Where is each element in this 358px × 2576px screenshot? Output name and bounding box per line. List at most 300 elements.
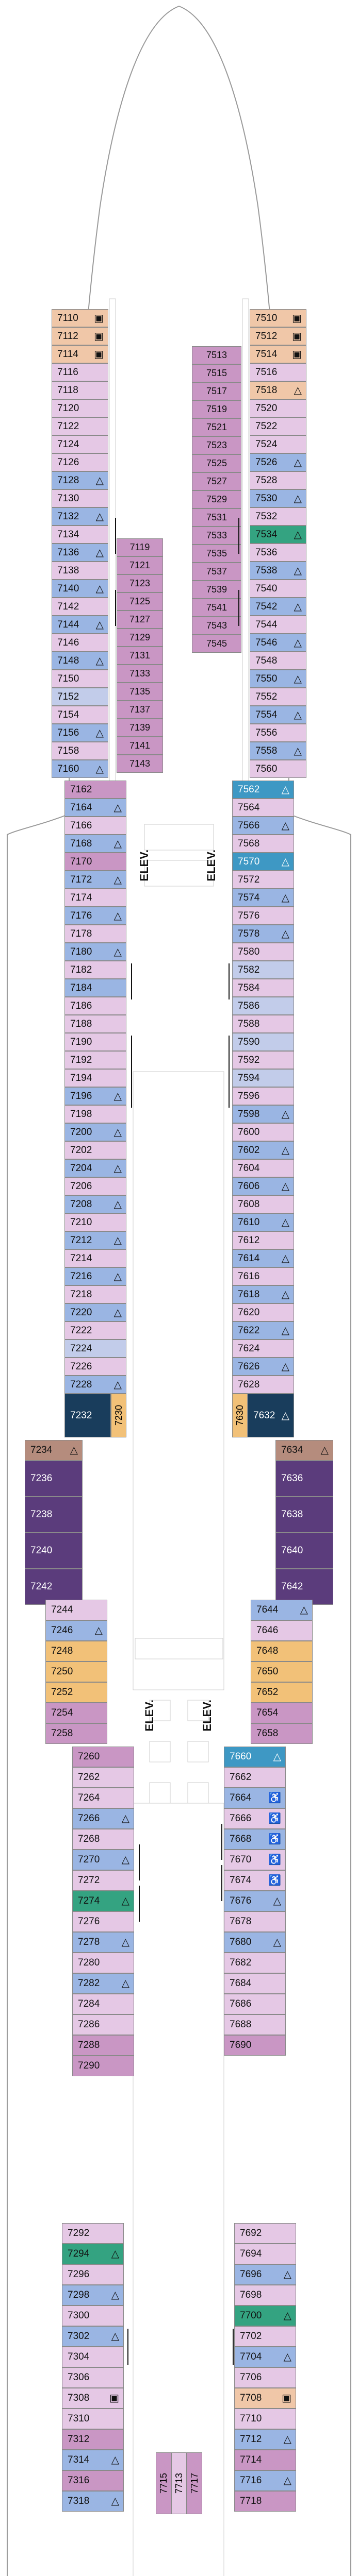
cabin-7180[interactable]	[64, 943, 126, 961]
cabin-7680[interactable]	[224, 1932, 286, 1953]
cabin-7666[interactable]	[224, 1808, 286, 1829]
cabin-7308[interactable]	[62, 2388, 124, 2409]
cabin-7540[interactable]	[250, 580, 306, 598]
cabin-7529[interactable]	[192, 490, 241, 509]
cabin-7150[interactable]	[52, 670, 108, 688]
third-berth-icon: △	[113, 1090, 122, 1102]
cabin-7664[interactable]	[224, 1788, 286, 1808]
cabin-7590[interactable]	[232, 1033, 294, 1051]
cabin-7698[interactable]	[234, 2285, 296, 2306]
cabin-7188[interactable]	[64, 1015, 126, 1033]
cabin-7190[interactable]	[64, 1033, 126, 1051]
cabin-number: 7266	[78, 1813, 100, 1824]
cabin-7558[interactable]	[250, 742, 306, 760]
cabin-7532[interactable]	[250, 507, 306, 526]
cabin-7692[interactable]	[234, 2223, 296, 2244]
cabin-7521[interactable]	[192, 418, 241, 436]
connecting-icon	[114, 590, 117, 626]
connecting-icon	[126, 2329, 129, 2365]
accessible-icon: ♿	[268, 1834, 281, 1845]
cabin-7294[interactable]	[62, 2244, 124, 2264]
accessible-icon: ♿	[268, 1792, 281, 1804]
cabin-7522[interactable]	[250, 417, 306, 435]
cabin-7717[interactable]	[187, 2452, 202, 2514]
cabin-7713[interactable]	[171, 2452, 187, 2514]
cabin-7306[interactable]	[62, 2367, 124, 2388]
third-berth-icon: △	[300, 1604, 308, 1616]
cabin-7135[interactable]	[117, 683, 163, 701]
cabin-7554[interactable]	[250, 706, 306, 724]
cabin-number: 7522	[255, 420, 278, 432]
cabin-7198[interactable]	[64, 1105, 126, 1123]
cabin-7534[interactable]	[250, 526, 306, 544]
elevator-label: ELEV.	[138, 850, 151, 882]
cabin-7708[interactable]	[234, 2388, 296, 2409]
cabin-7548[interactable]	[250, 652, 306, 670]
cabin-number: 7254	[51, 1707, 73, 1718]
cabin-number: 7676	[230, 1895, 252, 1906]
cabin-7564[interactable]	[232, 799, 294, 817]
cabin-7676[interactable]	[224, 1891, 286, 1911]
cabin-number: 7515	[206, 368, 227, 378]
cabin-7674[interactable]	[224, 1870, 286, 1891]
cabin-7170[interactable]	[64, 853, 126, 871]
cabin-7515[interactable]	[192, 364, 241, 382]
cabin-7139[interactable]	[117, 719, 163, 737]
cabin-7148[interactable]	[52, 652, 108, 670]
cabin-7202[interactable]	[64, 1141, 126, 1159]
cabin-7584[interactable]	[232, 979, 294, 997]
cabin-7517[interactable]	[192, 382, 241, 400]
cabin-7232[interactable]	[64, 1394, 111, 1437]
cabin-7542[interactable]	[250, 598, 306, 616]
cabin-number: 7196	[70, 1090, 92, 1101]
cabin-7276[interactable]	[72, 1911, 134, 1932]
cabin-7143[interactable]	[117, 755, 163, 773]
cabin-7122[interactable]	[52, 417, 108, 435]
cabin-7292[interactable]	[62, 2223, 124, 2244]
cabin-7174[interactable]	[64, 889, 126, 907]
accessible-icon: ♿	[268, 1854, 281, 1866]
cabin-7184[interactable]	[64, 979, 126, 997]
cabin-number: 7668	[230, 1834, 252, 1844]
cabin-7668[interactable]	[224, 1829, 286, 1850]
cabin-7272[interactable]	[72, 1870, 134, 1891]
cabin-7312[interactable]	[62, 2429, 124, 2450]
cabin-7588[interactable]	[232, 1015, 294, 1033]
cabin-7562[interactable]	[232, 781, 294, 799]
cabin-number: 7310	[68, 2413, 90, 2424]
cabin-7618[interactable]	[232, 1285, 294, 1303]
cabin-7612[interactable]	[232, 1231, 294, 1249]
cabin-7160[interactable]	[52, 760, 108, 778]
cabin-7286[interactable]	[72, 2014, 134, 2035]
cabin-7512[interactable]	[250, 327, 306, 345]
cabin-7266[interactable]	[72, 1808, 134, 1829]
cabin-7694[interactable]	[234, 2244, 296, 2264]
cabin-7268[interactable]	[72, 1829, 134, 1850]
cabin-7670[interactable]	[224, 1850, 286, 1870]
cabin-7614[interactable]	[232, 1249, 294, 1267]
cabin-7310[interactable]	[62, 2409, 124, 2429]
cabin-number: 7270	[78, 1854, 100, 1865]
cabin-number: 7222	[70, 1325, 92, 1336]
cabin-7535[interactable]	[192, 545, 241, 563]
cabin-7632[interactable]	[248, 1394, 294, 1437]
cabin-7140[interactable]	[52, 580, 108, 598]
cabin-7270[interactable]	[72, 1850, 134, 1870]
cabin-7582[interactable]	[232, 961, 294, 979]
cabin-7182[interactable]	[64, 961, 126, 979]
cabin-7220[interactable]	[64, 1303, 126, 1321]
cabin-7594[interactable]	[232, 1069, 294, 1087]
cabin-7533[interactable]	[192, 527, 241, 545]
cabin-7118[interactable]	[52, 381, 108, 399]
cabin-7718[interactable]	[234, 2491, 296, 2512]
cabin-number: 7284	[78, 1998, 100, 2009]
cabin-number: 7292	[68, 2228, 90, 2239]
cabin-7527[interactable]	[192, 472, 241, 490]
connecting-icon	[130, 1072, 133, 1108]
cabin-7622[interactable]	[232, 1321, 294, 1340]
cabin-7634[interactable]	[275, 1440, 333, 1461]
cabin-7544[interactable]	[250, 616, 306, 634]
cabin-7196[interactable]	[64, 1087, 126, 1105]
cabin-7696[interactable]	[234, 2264, 296, 2285]
cabin-7264[interactable]	[72, 1788, 134, 1808]
cabin-7602[interactable]	[232, 1141, 294, 1159]
cabin-7236[interactable]	[25, 1461, 83, 1497]
cabin-7244[interactable]	[45, 1600, 107, 1620]
cabin-7537[interactable]	[192, 563, 241, 581]
cabin-7146[interactable]	[52, 634, 108, 652]
cabin-7715[interactable]	[156, 2452, 171, 2514]
cabin-7200[interactable]	[64, 1123, 126, 1141]
cabin-7260[interactable]	[72, 1747, 134, 1767]
cabin-7528[interactable]	[250, 471, 306, 489]
cabin-7519[interactable]	[192, 400, 241, 418]
cabin-7172[interactable]	[64, 871, 126, 889]
accessible-icon: ♿	[268, 1813, 281, 1824]
cabin-7662[interactable]	[224, 1767, 286, 1788]
third-berth-icon: △	[294, 565, 302, 577]
cabin-7644[interactable]	[251, 1600, 313, 1620]
cabin-7152[interactable]	[52, 688, 108, 706]
cabin-7246[interactable]	[45, 1620, 107, 1641]
cabin-7510[interactable]	[250, 309, 306, 327]
cabin-7606[interactable]	[232, 1177, 294, 1195]
cabin-7252[interactable]	[45, 1682, 107, 1703]
cabin-7525[interactable]	[192, 454, 241, 472]
cabin-7290[interactable]	[72, 2056, 134, 2076]
cabin-7652[interactable]	[251, 1682, 313, 1703]
third-berth-icon: △	[113, 946, 122, 958]
cabin-7598[interactable]	[232, 1105, 294, 1123]
cabin-7218[interactable]	[64, 1285, 126, 1303]
cabin-number: 7114	[57, 348, 78, 360]
cabin-7578[interactable]	[232, 925, 294, 943]
cabin-7686[interactable]	[224, 1994, 286, 2014]
cabin-7560[interactable]	[250, 760, 306, 778]
cabin-7212[interactable]	[64, 1231, 126, 1249]
cabin-7206[interactable]	[64, 1177, 126, 1195]
cabin-7682[interactable]	[224, 1953, 286, 1973]
cabin-7302[interactable]	[62, 2326, 124, 2347]
cabin-7158[interactable]	[52, 742, 108, 760]
cabin-7616[interactable]	[232, 1267, 294, 1285]
cabin-7572[interactable]	[232, 871, 294, 889]
cabin-7204[interactable]	[64, 1159, 126, 1177]
cabin-7192[interactable]	[64, 1051, 126, 1069]
cabin-7142[interactable]	[52, 598, 108, 616]
cabin-7124[interactable]	[52, 435, 108, 453]
third-berth-icon: △	[320, 1445, 329, 1456]
cabin-7690[interactable]	[224, 2035, 286, 2056]
cabin-7214[interactable]	[64, 1249, 126, 1267]
cabin-7704[interactable]	[234, 2347, 296, 2367]
cabin-7624[interactable]	[232, 1340, 294, 1358]
cabin-7133[interactable]	[117, 665, 163, 683]
cabin-number: 7316	[68, 2475, 90, 2486]
third-berth-icon: △	[281, 1108, 289, 1120]
cabin-number: 7258	[51, 1728, 73, 1739]
cabin-7132[interactable]	[52, 507, 108, 526]
cabin-7660[interactable]	[224, 1747, 286, 1767]
cabin-7194[interactable]	[64, 1069, 126, 1087]
cabin-7234[interactable]	[25, 1440, 83, 1461]
cabin-7154[interactable]	[52, 706, 108, 724]
cabin-7210[interactable]	[64, 1213, 126, 1231]
cabin-7700[interactable]	[234, 2306, 296, 2326]
cabin-7518[interactable]	[250, 381, 306, 399]
cabin-number: 7194	[70, 1072, 92, 1083]
cabin-7114[interactable]	[52, 345, 108, 363]
third-berth-icon: △	[95, 583, 104, 595]
cabin-7576[interactable]	[232, 907, 294, 925]
cabin-7640[interactable]	[275, 1533, 333, 1569]
cabin-7128[interactable]	[52, 471, 108, 489]
cabin-number: 7586	[238, 1000, 260, 1011]
third-berth-icon: △	[113, 1198, 122, 1210]
cabin-7129[interactable]	[117, 629, 163, 647]
cabin-7296[interactable]	[62, 2264, 124, 2285]
cabin-7646[interactable]	[251, 1620, 313, 1641]
cabin-7712[interactable]	[234, 2429, 296, 2450]
cabin-number: 7129	[129, 632, 151, 642]
cabin-7248[interactable]	[45, 1641, 107, 1662]
cabin-7658[interactable]	[251, 1723, 313, 1744]
cabin-7620[interactable]	[232, 1303, 294, 1321]
cabin-7678[interactable]	[224, 1911, 286, 1932]
cabin-7176[interactable]	[64, 907, 126, 925]
cabin-7520[interactable]	[250, 399, 306, 417]
cabin-7186[interactable]	[64, 997, 126, 1015]
cabin-7116[interactable]	[52, 363, 108, 381]
cabin-number: 7136	[57, 547, 79, 558]
cabin-7224[interactable]	[64, 1340, 126, 1358]
cabin-7130[interactable]	[52, 489, 108, 507]
cabin-7137[interactable]	[117, 701, 163, 719]
cabin-7119[interactable]	[117, 538, 163, 556]
cabin-7126[interactable]	[52, 453, 108, 471]
cabin-number: 7608	[238, 1198, 260, 1210]
cabin-7550[interactable]	[250, 670, 306, 688]
third-berth-icon: △	[281, 784, 289, 795]
cabin-number: 7517	[206, 386, 227, 396]
cabin-number: 7636	[281, 1473, 303, 1484]
cabin-number: 7702	[240, 2331, 262, 2342]
cabin-7222[interactable]	[64, 1321, 126, 1340]
sofa-bed-icon: ▣	[292, 348, 302, 360]
third-berth-icon: △	[283, 2310, 291, 2321]
cabin-7516[interactable]	[250, 363, 306, 381]
cabin-number: 7545	[206, 638, 227, 649]
cabin-7208[interactable]	[64, 1195, 126, 1213]
cabin-7566[interactable]	[232, 817, 294, 835]
cabin-7546[interactable]	[250, 634, 306, 652]
cabin-7288[interactable]	[72, 2035, 134, 2056]
cabin-number: 7252	[51, 1687, 73, 1698]
cabin-7216[interactable]	[64, 1267, 126, 1285]
cabin-number: 7538	[255, 565, 278, 576]
cabin-7274[interactable]	[72, 1891, 134, 1911]
cabin-7628[interactable]	[232, 1376, 294, 1394]
cabin-7596[interactable]	[232, 1087, 294, 1105]
cabin-7300[interactable]	[62, 2306, 124, 2326]
cabin-7636[interactable]	[275, 1461, 333, 1497]
cabin-number: 7572	[238, 874, 260, 885]
cabin-7654[interactable]	[251, 1703, 313, 1723]
cabin-7164[interactable]	[64, 799, 126, 817]
cabin-7110[interactable]	[52, 309, 108, 327]
cabin-number: 7610	[238, 1216, 260, 1228]
cabin-7684[interactable]	[224, 1973, 286, 1994]
cabin-7298[interactable]	[62, 2285, 124, 2306]
cabin-7714[interactable]	[234, 2450, 296, 2470]
cabin-7226[interactable]	[64, 1358, 126, 1376]
cabin-7250[interactable]	[45, 1662, 107, 1682]
cabin-7258[interactable]	[45, 1723, 107, 1744]
cabin-number: 7713	[173, 2472, 184, 2494]
cabin-7134[interactable]	[52, 526, 108, 544]
elevator-label: ELEV.	[201, 1700, 214, 1732]
cabin-7716[interactable]	[234, 2470, 296, 2491]
cabin-7314[interactable]	[62, 2450, 124, 2470]
cabin-7125[interactable]	[117, 592, 163, 611]
cabin-7238[interactable]	[25, 1497, 83, 1533]
cabin-7600[interactable]	[232, 1123, 294, 1141]
cabin-number: 7666	[230, 1813, 252, 1824]
cabin-7604[interactable]	[232, 1159, 294, 1177]
cabin-7178[interactable]	[64, 925, 126, 943]
cabin-7168[interactable]	[64, 835, 126, 853]
cabin-number: 7570	[238, 856, 260, 867]
cabin-7304[interactable]	[62, 2347, 124, 2367]
cabin-7706[interactable]	[234, 2367, 296, 2388]
cabin-7702[interactable]	[234, 2326, 296, 2347]
cabin-number: 7152	[57, 691, 79, 702]
cabin-7123[interactable]	[117, 574, 163, 592]
cabin-7141[interactable]	[117, 737, 163, 755]
cabin-7688[interactable]	[224, 2014, 286, 2035]
third-berth-icon: △	[294, 601, 302, 613]
cabin-7648[interactable]	[251, 1641, 313, 1662]
cabin-number: 7542	[255, 601, 278, 612]
cabin-7570[interactable]	[232, 853, 294, 871]
cabin-7121[interactable]	[117, 556, 163, 574]
cabin-7543[interactable]	[192, 617, 241, 635]
cabin-7316[interactable]	[62, 2470, 124, 2491]
cabin-7539[interactable]	[192, 581, 241, 599]
cabin-7162[interactable]	[64, 781, 126, 799]
cabin-7630[interactable]	[232, 1394, 248, 1437]
cabin-7523[interactable]	[192, 436, 241, 454]
cabin-7638[interactable]	[275, 1497, 333, 1533]
cabin-7545[interactable]	[192, 635, 241, 653]
elevator-label: ELEV.	[143, 1700, 156, 1732]
cabin-7138[interactable]	[52, 562, 108, 580]
cabin-7556[interactable]	[250, 724, 306, 742]
cabin-7280[interactable]	[72, 1953, 134, 1973]
cabin-number: 7606	[238, 1180, 260, 1192]
cabin-7144[interactable]	[52, 616, 108, 634]
cabin-7541[interactable]	[192, 599, 241, 617]
cabin-7530[interactable]	[250, 489, 306, 507]
cabin-7282[interactable]	[72, 1973, 134, 1994]
cabin-7568[interactable]	[232, 835, 294, 853]
cabin-7524[interactable]	[250, 435, 306, 453]
sofa-bed-icon: ▣	[282, 2393, 291, 2404]
connecting-icon	[237, 590, 240, 626]
cabin-7592[interactable]	[232, 1051, 294, 1069]
cabin-7536[interactable]	[250, 544, 306, 562]
cabin-7626[interactable]	[232, 1358, 294, 1376]
cabin-7552[interactable]	[250, 688, 306, 706]
cabin-7262[interactable]	[72, 1767, 134, 1788]
cabin-7278[interactable]	[72, 1932, 134, 1953]
cabin-7127[interactable]	[117, 611, 163, 629]
cabin-7580[interactable]	[232, 943, 294, 961]
cabin-number: 7588	[238, 1018, 260, 1029]
cabin-7574[interactable]	[232, 889, 294, 907]
cabin-7318[interactable]	[62, 2491, 124, 2512]
cabin-7610[interactable]	[232, 1213, 294, 1231]
cabin-7131[interactable]	[117, 647, 163, 665]
cabin-7120[interactable]	[52, 399, 108, 417]
cabin-7136[interactable]	[52, 544, 108, 562]
cabin-7513[interactable]	[192, 346, 241, 364]
cabin-7650[interactable]	[251, 1662, 313, 1682]
cabin-7156[interactable]	[52, 724, 108, 742]
cabin-7230[interactable]	[111, 1394, 126, 1437]
cabin-7526[interactable]	[250, 453, 306, 471]
cabin-7586[interactable]	[232, 997, 294, 1015]
cabin-7514[interactable]	[250, 345, 306, 363]
cabin-7166[interactable]	[64, 817, 126, 835]
third-berth-icon: △	[111, 2496, 119, 2507]
cabin-7538[interactable]	[250, 562, 306, 580]
cabin-7531[interactable]	[192, 509, 241, 527]
cabin-7228[interactable]	[64, 1376, 126, 1394]
cabin-7254[interactable]	[45, 1703, 107, 1723]
cabin-7112[interactable]	[52, 327, 108, 345]
cabin-7608[interactable]	[232, 1195, 294, 1213]
cabin-7240[interactable]	[25, 1533, 83, 1569]
cabin-7284[interactable]	[72, 1994, 134, 2014]
cabin-number: 7664	[230, 1792, 252, 1803]
cabin-number: 7514	[255, 348, 278, 360]
cabin-7710[interactable]	[234, 2409, 296, 2429]
